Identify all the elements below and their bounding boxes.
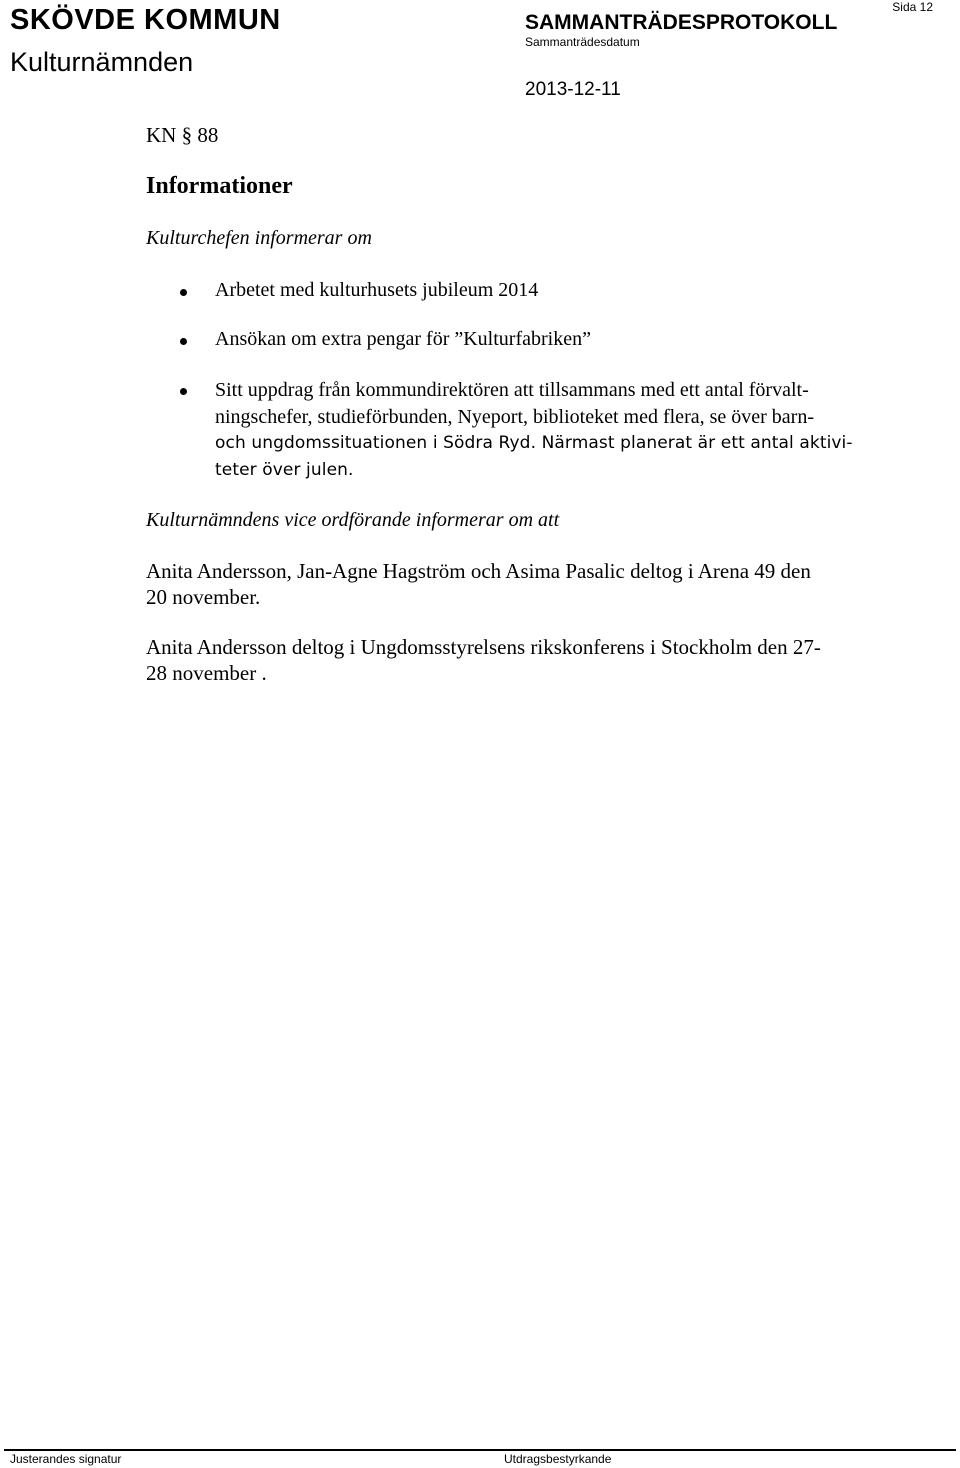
meeting-date-value: 2013-12-11 xyxy=(525,79,621,100)
signature-label: Justerandes signatur xyxy=(10,1452,122,1466)
footer-divider xyxy=(4,1449,956,1451)
paragraph-line: Anita Andersson, Jan-Agne Hagström och Asima Pasalic deltog i Arena 49 den xyxy=(146,559,811,583)
paragraph-rikskonferens xyxy=(146,634,906,686)
bullet-item-line: Sitt uppdrag från kommundirektören att tillsammans med ett antal förvalt- xyxy=(215,379,809,401)
document-type: SAMMANTRÄDESPROTOKOLL xyxy=(525,11,838,34)
bullet-item: Ansökan om extra pengar för ”Kulturfabriken” xyxy=(215,328,591,350)
section-heading: Informationer xyxy=(146,173,293,199)
org-name: SKÖVDE KOMMUN xyxy=(10,4,281,36)
paragraph-arena-49 xyxy=(146,558,906,610)
bullet-icon xyxy=(180,388,187,395)
extract-certification-label: Utdragsbestyrkande xyxy=(504,1452,612,1466)
bullet-item-line: ningschefer, studieförbunden, Nyeport, biblioteket med flera, se över barn- xyxy=(215,405,814,428)
paragraph-line: 28 november . xyxy=(146,661,267,685)
bullet-icon xyxy=(180,289,187,296)
page-number: Sida 12 xyxy=(892,0,933,14)
meeting-date-label: Sammanträdesdatum xyxy=(525,35,640,49)
paragraph-number: KN § 88 xyxy=(146,123,219,147)
bullet-item-line: och ungdomssituationen i Södra Ryd. Närmast planerat är ett antal aktivi- xyxy=(215,433,853,453)
bullet-icon xyxy=(180,338,187,345)
subheading-vice-chair-informs: Kulturnämndens vice ordförande informerar om att xyxy=(146,509,560,531)
board-name: Kulturnämnden xyxy=(10,47,194,77)
subheading-chief-informs: Kulturchefen informerar om xyxy=(146,227,372,249)
bullet-item-line: teter över julen. xyxy=(215,459,354,480)
bullet-item xyxy=(215,377,905,483)
bullet-item: Arbetet med kulturhusets jubileum 2014 xyxy=(215,279,539,301)
paragraph-line: Anita Andersson deltog i Ungdomsstyrelsens rikskonferens i Stockholm den 27- xyxy=(146,635,821,659)
paragraph-line: 20 november. xyxy=(146,585,261,609)
